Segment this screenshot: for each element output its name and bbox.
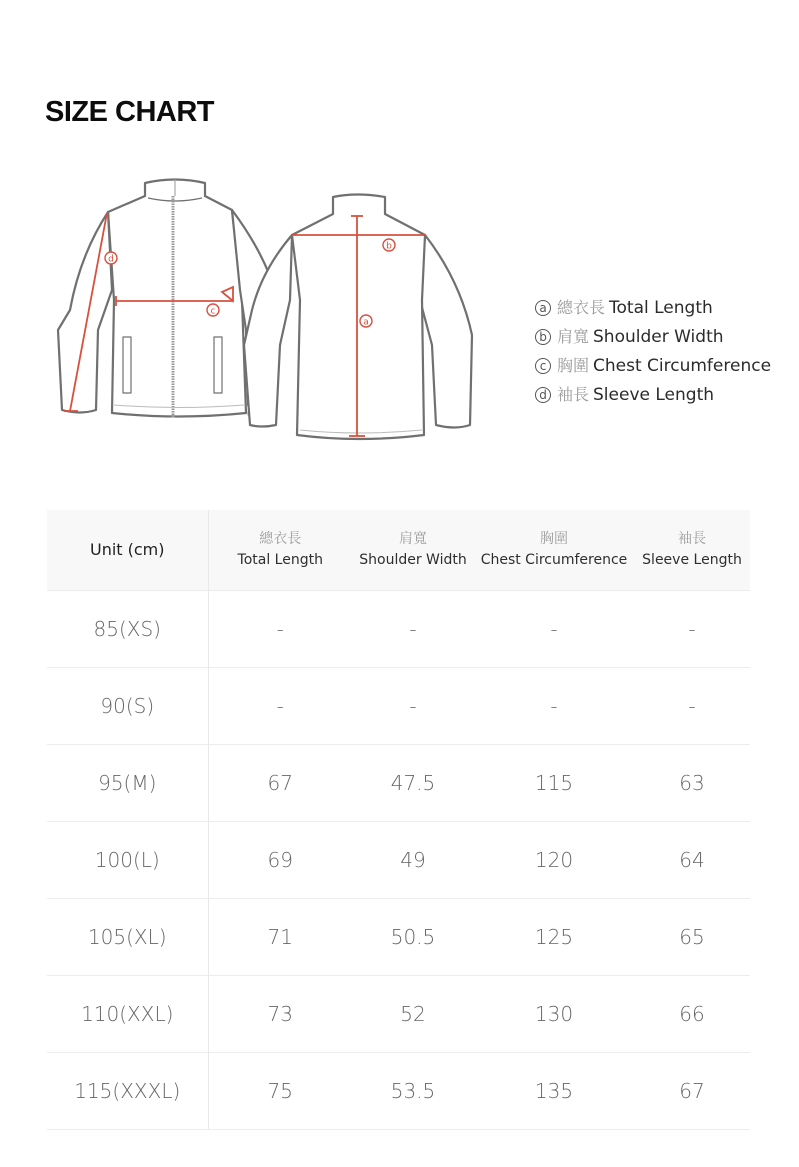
- size-label: 115(XXXL): [47, 1052, 208, 1129]
- cell-shoulder-width: -: [352, 590, 474, 667]
- cell-sleeve-length: 65: [634, 898, 750, 975]
- header-shoulder-width: 肩寬 Shoulder Width: [352, 510, 474, 590]
- size-label: 110(XXL): [47, 975, 208, 1052]
- cell-chest-circumference: -: [474, 667, 634, 744]
- marker-a-icon: a: [535, 300, 551, 316]
- cell-total-length: 67: [208, 744, 352, 821]
- cell-sleeve-length: -: [634, 667, 750, 744]
- legend-item-chest-circumference: c 胸圍 Chest Circumference: [535, 353, 771, 382]
- table-row: [47, 744, 750, 821]
- size-label: 95(M): [47, 744, 208, 821]
- cell-sleeve-length: -: [634, 590, 750, 667]
- cell-chest-circumference: 120: [474, 821, 634, 898]
- svg-text:c: c: [210, 306, 216, 317]
- table-row: [47, 590, 750, 667]
- marker-d-icon: d: [535, 387, 551, 403]
- header-sleeve-length: 袖長 Sleeve Length: [634, 510, 750, 590]
- cell-chest-circumference: 115: [474, 744, 634, 821]
- table-row: [47, 667, 750, 744]
- cell-sleeve-length: 66: [634, 975, 750, 1052]
- size-label: 105(XL): [47, 898, 208, 975]
- cell-shoulder-width: 52: [352, 975, 474, 1052]
- size-label: 100(L): [47, 821, 208, 898]
- cell-total-length: -: [208, 667, 352, 744]
- cell-shoulder-width: -: [352, 667, 474, 744]
- cell-shoulder-width: 50.5: [352, 898, 474, 975]
- cell-chest-circumference: 125: [474, 898, 634, 975]
- size-table: [47, 510, 750, 1130]
- measurement-legend: [535, 295, 771, 411]
- table-header-row: [47, 510, 750, 590]
- cell-sleeve-length: 67: [634, 1052, 750, 1129]
- legend-item-sleeve-length: d 袖長 Sleeve Length: [535, 382, 771, 411]
- cell-total-length: -: [208, 590, 352, 667]
- cell-chest-circumference: 130: [474, 975, 634, 1052]
- cell-shoulder-width: 53.5: [352, 1052, 474, 1129]
- jacket-diagram: [40, 160, 500, 460]
- cell-chest-circumference: 135: [474, 1052, 634, 1129]
- table-row: [47, 898, 750, 975]
- marker-c-icon: c: [535, 358, 551, 374]
- cell-total-length: 75: [208, 1052, 352, 1129]
- header-total-length: 總衣長 Total Length: [208, 510, 352, 590]
- back-jacket-diagram: [244, 195, 472, 440]
- cell-sleeve-length: 64: [634, 821, 750, 898]
- svg-text:a: a: [363, 317, 369, 328]
- header-chest-circumference: 胸圍 Chest Circumference: [474, 510, 634, 590]
- legend-item-shoulder-width: b 肩寬 Shoulder Width: [535, 324, 771, 353]
- cell-sleeve-length: 63: [634, 744, 750, 821]
- cell-chest-circumference: -: [474, 590, 634, 667]
- unit-header: Unit (cm): [47, 510, 208, 590]
- table-row: [47, 975, 750, 1052]
- table-row: [47, 1052, 750, 1129]
- legend-item-total-length: a 總衣長 Total Length: [535, 295, 771, 324]
- size-label: 85(XS): [47, 590, 208, 667]
- cell-shoulder-width: 49: [352, 821, 474, 898]
- page-title: SIZE CHART: [45, 96, 214, 128]
- cell-total-length: 73: [208, 975, 352, 1052]
- svg-text:d: d: [108, 254, 114, 265]
- cell-total-length: 71: [208, 898, 352, 975]
- table-row: [47, 821, 750, 898]
- cell-shoulder-width: 47.5: [352, 744, 474, 821]
- size-label: 90(S): [47, 667, 208, 744]
- marker-b-icon: b: [535, 329, 551, 345]
- cell-total-length: 69: [208, 821, 352, 898]
- svg-text:b: b: [386, 241, 392, 252]
